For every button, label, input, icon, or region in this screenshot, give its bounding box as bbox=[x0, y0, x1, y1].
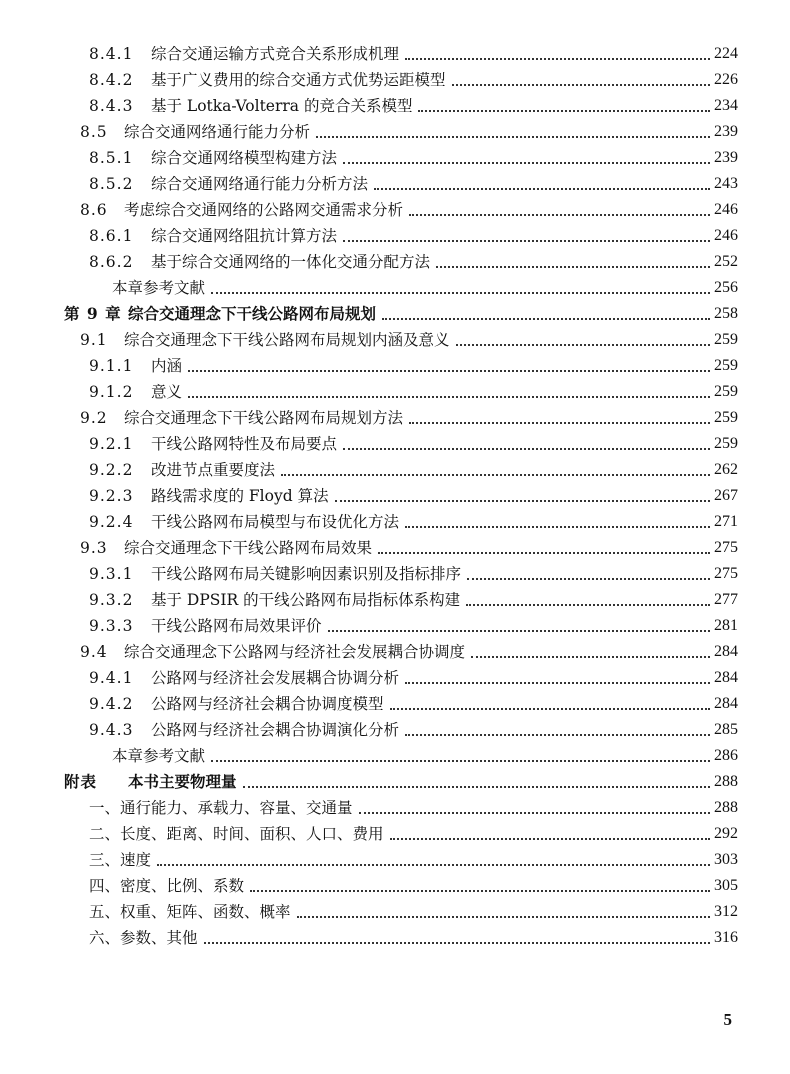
toc-entry-number: 9.2.1 bbox=[89, 435, 134, 453]
toc-entry-page: 312 bbox=[714, 903, 738, 920]
toc-entry-title: 综合交通网络阻抗计算方法 bbox=[151, 227, 338, 245]
toc-entry-page: 259 bbox=[714, 409, 738, 426]
toc-entry bbox=[64, 743, 738, 769]
toc-entry-title: 基于 Lotka-Volterra 的竞合关系模型 bbox=[151, 97, 413, 115]
toc-entry-title: 综合交通理念下干线公路网布局规划 bbox=[128, 304, 377, 323]
toc-entry-page: 243 bbox=[714, 175, 738, 192]
dot-leader bbox=[328, 630, 710, 632]
dot-leader bbox=[409, 422, 710, 424]
dot-leader bbox=[343, 448, 710, 450]
toc-entry bbox=[89, 665, 738, 691]
toc-entry-title: 考虑综合交通网络的公路网交通需求分析 bbox=[124, 201, 404, 219]
dot-leader bbox=[204, 942, 710, 944]
toc-entry bbox=[89, 561, 738, 587]
toc-entry-page: 288 bbox=[714, 799, 738, 816]
toc-entry-page: 258 bbox=[714, 305, 738, 322]
toc-entry-page: 224 bbox=[714, 45, 738, 62]
toc-entry bbox=[89, 67, 738, 93]
toc-entry-number: 9.4 bbox=[80, 643, 108, 661]
toc-entry-page: 239 bbox=[714, 149, 738, 166]
toc-entry-title: 综合交通网络通行能力分析 bbox=[124, 123, 311, 141]
toc-entry-number: 9.3.3 bbox=[89, 617, 134, 635]
toc-entry-number: 8.6.2 bbox=[89, 253, 134, 271]
dot-leader bbox=[211, 760, 710, 762]
toc-entry bbox=[89, 431, 738, 457]
dot-leader bbox=[409, 214, 710, 216]
toc-entry-title: 六、参数、其他 bbox=[89, 929, 198, 947]
dot-leader bbox=[405, 58, 710, 60]
toc-entry-title: 综合交通理念下干线公路网布局规划方法 bbox=[124, 409, 404, 427]
dot-leader bbox=[243, 786, 710, 788]
toc-entry bbox=[89, 847, 738, 873]
toc-entry-title: 三、速度 bbox=[89, 851, 152, 869]
dot-leader bbox=[316, 136, 710, 138]
toc-entry bbox=[80, 639, 738, 665]
toc-entry bbox=[64, 769, 738, 795]
toc-entry-number: 8.6 bbox=[80, 201, 108, 219]
dot-leader bbox=[466, 604, 710, 606]
toc-entry-number: 9.2 bbox=[80, 409, 108, 427]
toc-entry bbox=[89, 379, 738, 405]
toc-entry bbox=[89, 145, 738, 171]
toc-entry-number: 8.5 bbox=[80, 123, 108, 141]
dot-leader bbox=[382, 318, 710, 320]
toc-entry-page: 246 bbox=[714, 227, 738, 244]
toc-entry-number: 8.4.2 bbox=[89, 71, 134, 89]
toc-entry-number: 9.4.1 bbox=[89, 669, 134, 687]
toc-entry-page: 259 bbox=[714, 331, 738, 348]
toc-entry-title: 基于广义费用的综合交通方式优势运距模型 bbox=[151, 71, 446, 89]
toc-entry-title: 路线需求度的 Floyd 算法 bbox=[151, 487, 329, 505]
dot-leader bbox=[405, 526, 710, 528]
toc-entry-title: 综合交通理念下公路网与经济社会发展耦合协调度 bbox=[124, 643, 466, 661]
toc-entry-number: 9.4.2 bbox=[89, 695, 134, 713]
dot-leader bbox=[390, 708, 710, 710]
toc-entry-page: 286 bbox=[714, 747, 738, 764]
toc-entry bbox=[89, 873, 738, 899]
toc-entry-number: 9.1 bbox=[80, 331, 108, 349]
toc-entry-number: 9.4.3 bbox=[89, 721, 134, 739]
toc-entry-title: 公路网与经济社会耦合协调演化分析 bbox=[151, 721, 400, 739]
toc-entry-page: 284 bbox=[714, 643, 738, 660]
toc-entry-title: 综合交通理念下干线公路网布局规划内涵及意义 bbox=[124, 331, 450, 349]
toc-entry bbox=[89, 717, 738, 743]
toc-entry bbox=[64, 275, 738, 301]
toc-entry-page: 262 bbox=[714, 461, 738, 478]
toc-entry bbox=[89, 509, 738, 535]
toc-entry-number: 8.5.2 bbox=[89, 175, 134, 193]
toc-entry-page: 246 bbox=[714, 201, 738, 218]
toc-entry-number: 9.1.2 bbox=[89, 383, 134, 401]
toc-entry-page: 284 bbox=[714, 669, 738, 686]
toc-entry-title: 综合交通网络模型构建方法 bbox=[151, 149, 338, 167]
toc-entry-number: 9.3.1 bbox=[89, 565, 134, 583]
dot-leader bbox=[297, 916, 710, 918]
toc-entry-number: 8.4.1 bbox=[89, 45, 134, 63]
toc-entry bbox=[89, 41, 738, 67]
toc-entry-page: 277 bbox=[714, 591, 738, 608]
dot-leader bbox=[211, 292, 710, 294]
toc-entry-page: 275 bbox=[714, 539, 738, 556]
dot-leader bbox=[456, 344, 710, 346]
dot-leader bbox=[374, 188, 710, 190]
toc-entry-title: 公路网与经济社会耦合协调度模型 bbox=[151, 695, 384, 713]
toc-entry-number: 附表 bbox=[64, 772, 98, 791]
toc-entry-title: 干线公路网特性及布局要点 bbox=[151, 435, 338, 453]
toc-entry-page: 259 bbox=[714, 435, 738, 452]
toc-entry-title: 干线公路网布局模型与布设优化方法 bbox=[151, 513, 400, 531]
toc-entry bbox=[89, 483, 738, 509]
toc-entry-title: 基于 DPSIR 的干线公路网布局指标体系构建 bbox=[151, 591, 461, 609]
toc-entry-number: 第 9 章 bbox=[64, 304, 122, 323]
toc-entry-title: 改进节点重要度法 bbox=[151, 461, 276, 479]
toc-entry-number: 9.2.3 bbox=[89, 487, 134, 505]
dot-leader bbox=[378, 552, 710, 554]
toc-entry bbox=[89, 249, 738, 275]
dot-leader bbox=[281, 474, 710, 476]
dot-leader bbox=[188, 370, 710, 372]
toc-entry-title: 公路网与经济社会发展耦合协调分析 bbox=[151, 669, 400, 687]
toc-entry-number: 9.3.2 bbox=[89, 591, 134, 609]
toc-entry-title: 四、密度、比例、系数 bbox=[89, 877, 245, 895]
toc-entry-title: 综合交通理念下干线公路网布局效果 bbox=[124, 539, 373, 557]
toc-entry-number: 8.4.3 bbox=[89, 97, 134, 115]
toc-entry bbox=[80, 119, 738, 145]
toc-entry bbox=[80, 535, 738, 561]
dot-leader bbox=[343, 162, 710, 164]
toc-entry-page: 275 bbox=[714, 565, 738, 582]
toc-entry bbox=[80, 405, 738, 431]
toc-entry-title: 基于综合交通网络的一体化交通分配方法 bbox=[151, 253, 431, 271]
toc-entry-title: 二、长度、距离、时间、面积、人口、费用 bbox=[89, 825, 384, 843]
page-number: 5 bbox=[723, 1010, 732, 1029]
toc-entry-title: 本章参考文献 bbox=[112, 747, 206, 765]
dot-leader bbox=[471, 656, 710, 658]
toc-entry bbox=[89, 795, 738, 821]
dot-leader bbox=[452, 84, 710, 86]
toc-entry-page: 259 bbox=[714, 383, 738, 400]
toc-entry-page: 239 bbox=[714, 123, 738, 140]
dot-leader bbox=[157, 864, 710, 866]
toc-entry bbox=[64, 301, 738, 327]
toc-entry-page: 303 bbox=[714, 851, 738, 868]
toc-entry-title: 本章参考文献 bbox=[112, 279, 206, 297]
dot-leader bbox=[390, 838, 710, 840]
toc-entry-page: 259 bbox=[714, 357, 738, 374]
toc-entry-number: 9.1.1 bbox=[89, 357, 134, 375]
table-of-contents bbox=[0, 41, 790, 951]
toc-entry bbox=[80, 327, 738, 353]
toc-entry-title: 本书主要物理量 bbox=[128, 772, 237, 791]
toc-entry-page: 252 bbox=[714, 253, 738, 270]
toc-entry bbox=[89, 171, 738, 197]
toc-entry-number: 9.2.2 bbox=[89, 461, 134, 479]
toc-entry-page: 256 bbox=[714, 279, 738, 296]
toc-entry bbox=[89, 691, 738, 717]
toc-entry-page: 284 bbox=[714, 695, 738, 712]
toc-entry-page: 305 bbox=[714, 877, 738, 894]
toc-entry bbox=[89, 899, 738, 925]
toc-entry-title: 综合交通网络通行能力分析方法 bbox=[151, 175, 369, 193]
toc-entry-number: 9.3 bbox=[80, 539, 108, 557]
dot-leader bbox=[467, 578, 710, 580]
toc-entry-page: 288 bbox=[714, 773, 738, 790]
dot-leader bbox=[418, 110, 710, 112]
toc-entry-number: 9.2.4 bbox=[89, 513, 134, 531]
toc-entry bbox=[89, 457, 738, 483]
toc-entry-page: 316 bbox=[714, 929, 738, 946]
toc-entry-page: 271 bbox=[714, 513, 738, 530]
toc-entry bbox=[80, 197, 738, 223]
toc-entry-title: 一、通行能力、承载力、容量、交通量 bbox=[89, 799, 353, 817]
toc-entry bbox=[89, 613, 738, 639]
toc-entry-page: 267 bbox=[714, 487, 738, 504]
toc-entry-title: 干线公路网布局关键影响因素识别及指标排序 bbox=[151, 565, 462, 583]
toc-entry bbox=[89, 353, 738, 379]
dot-leader bbox=[188, 396, 710, 398]
dot-leader bbox=[250, 890, 710, 892]
dot-leader bbox=[343, 240, 710, 242]
toc-entry bbox=[89, 587, 738, 613]
toc-entry-page: 226 bbox=[714, 71, 738, 88]
toc-entry-page: 281 bbox=[714, 617, 738, 634]
toc-entry bbox=[89, 223, 738, 249]
dot-leader bbox=[335, 500, 710, 502]
toc-entry-page: 285 bbox=[714, 721, 738, 738]
toc-entry-title: 干线公路网布局效果评价 bbox=[151, 617, 322, 635]
toc-entry-title: 综合交通运输方式竞合关系形成机理 bbox=[151, 45, 400, 63]
dot-leader bbox=[405, 682, 710, 684]
toc-entry-number: 8.5.1 bbox=[89, 149, 134, 167]
toc-entry bbox=[89, 821, 738, 847]
toc-entry-page: 292 bbox=[714, 825, 738, 842]
toc-entry-title: 内涵 bbox=[151, 357, 183, 375]
toc-entry-title: 意义 bbox=[151, 383, 183, 401]
dot-leader bbox=[359, 812, 710, 814]
toc-entry bbox=[89, 93, 738, 119]
dot-leader bbox=[436, 266, 710, 268]
toc-entry-title: 五、权重、矩阵、函数、概率 bbox=[89, 903, 291, 921]
dot-leader bbox=[405, 734, 710, 736]
toc-entry-page: 234 bbox=[714, 97, 738, 114]
toc-entry-number: 8.6.1 bbox=[89, 227, 134, 245]
toc-entry bbox=[89, 925, 738, 951]
